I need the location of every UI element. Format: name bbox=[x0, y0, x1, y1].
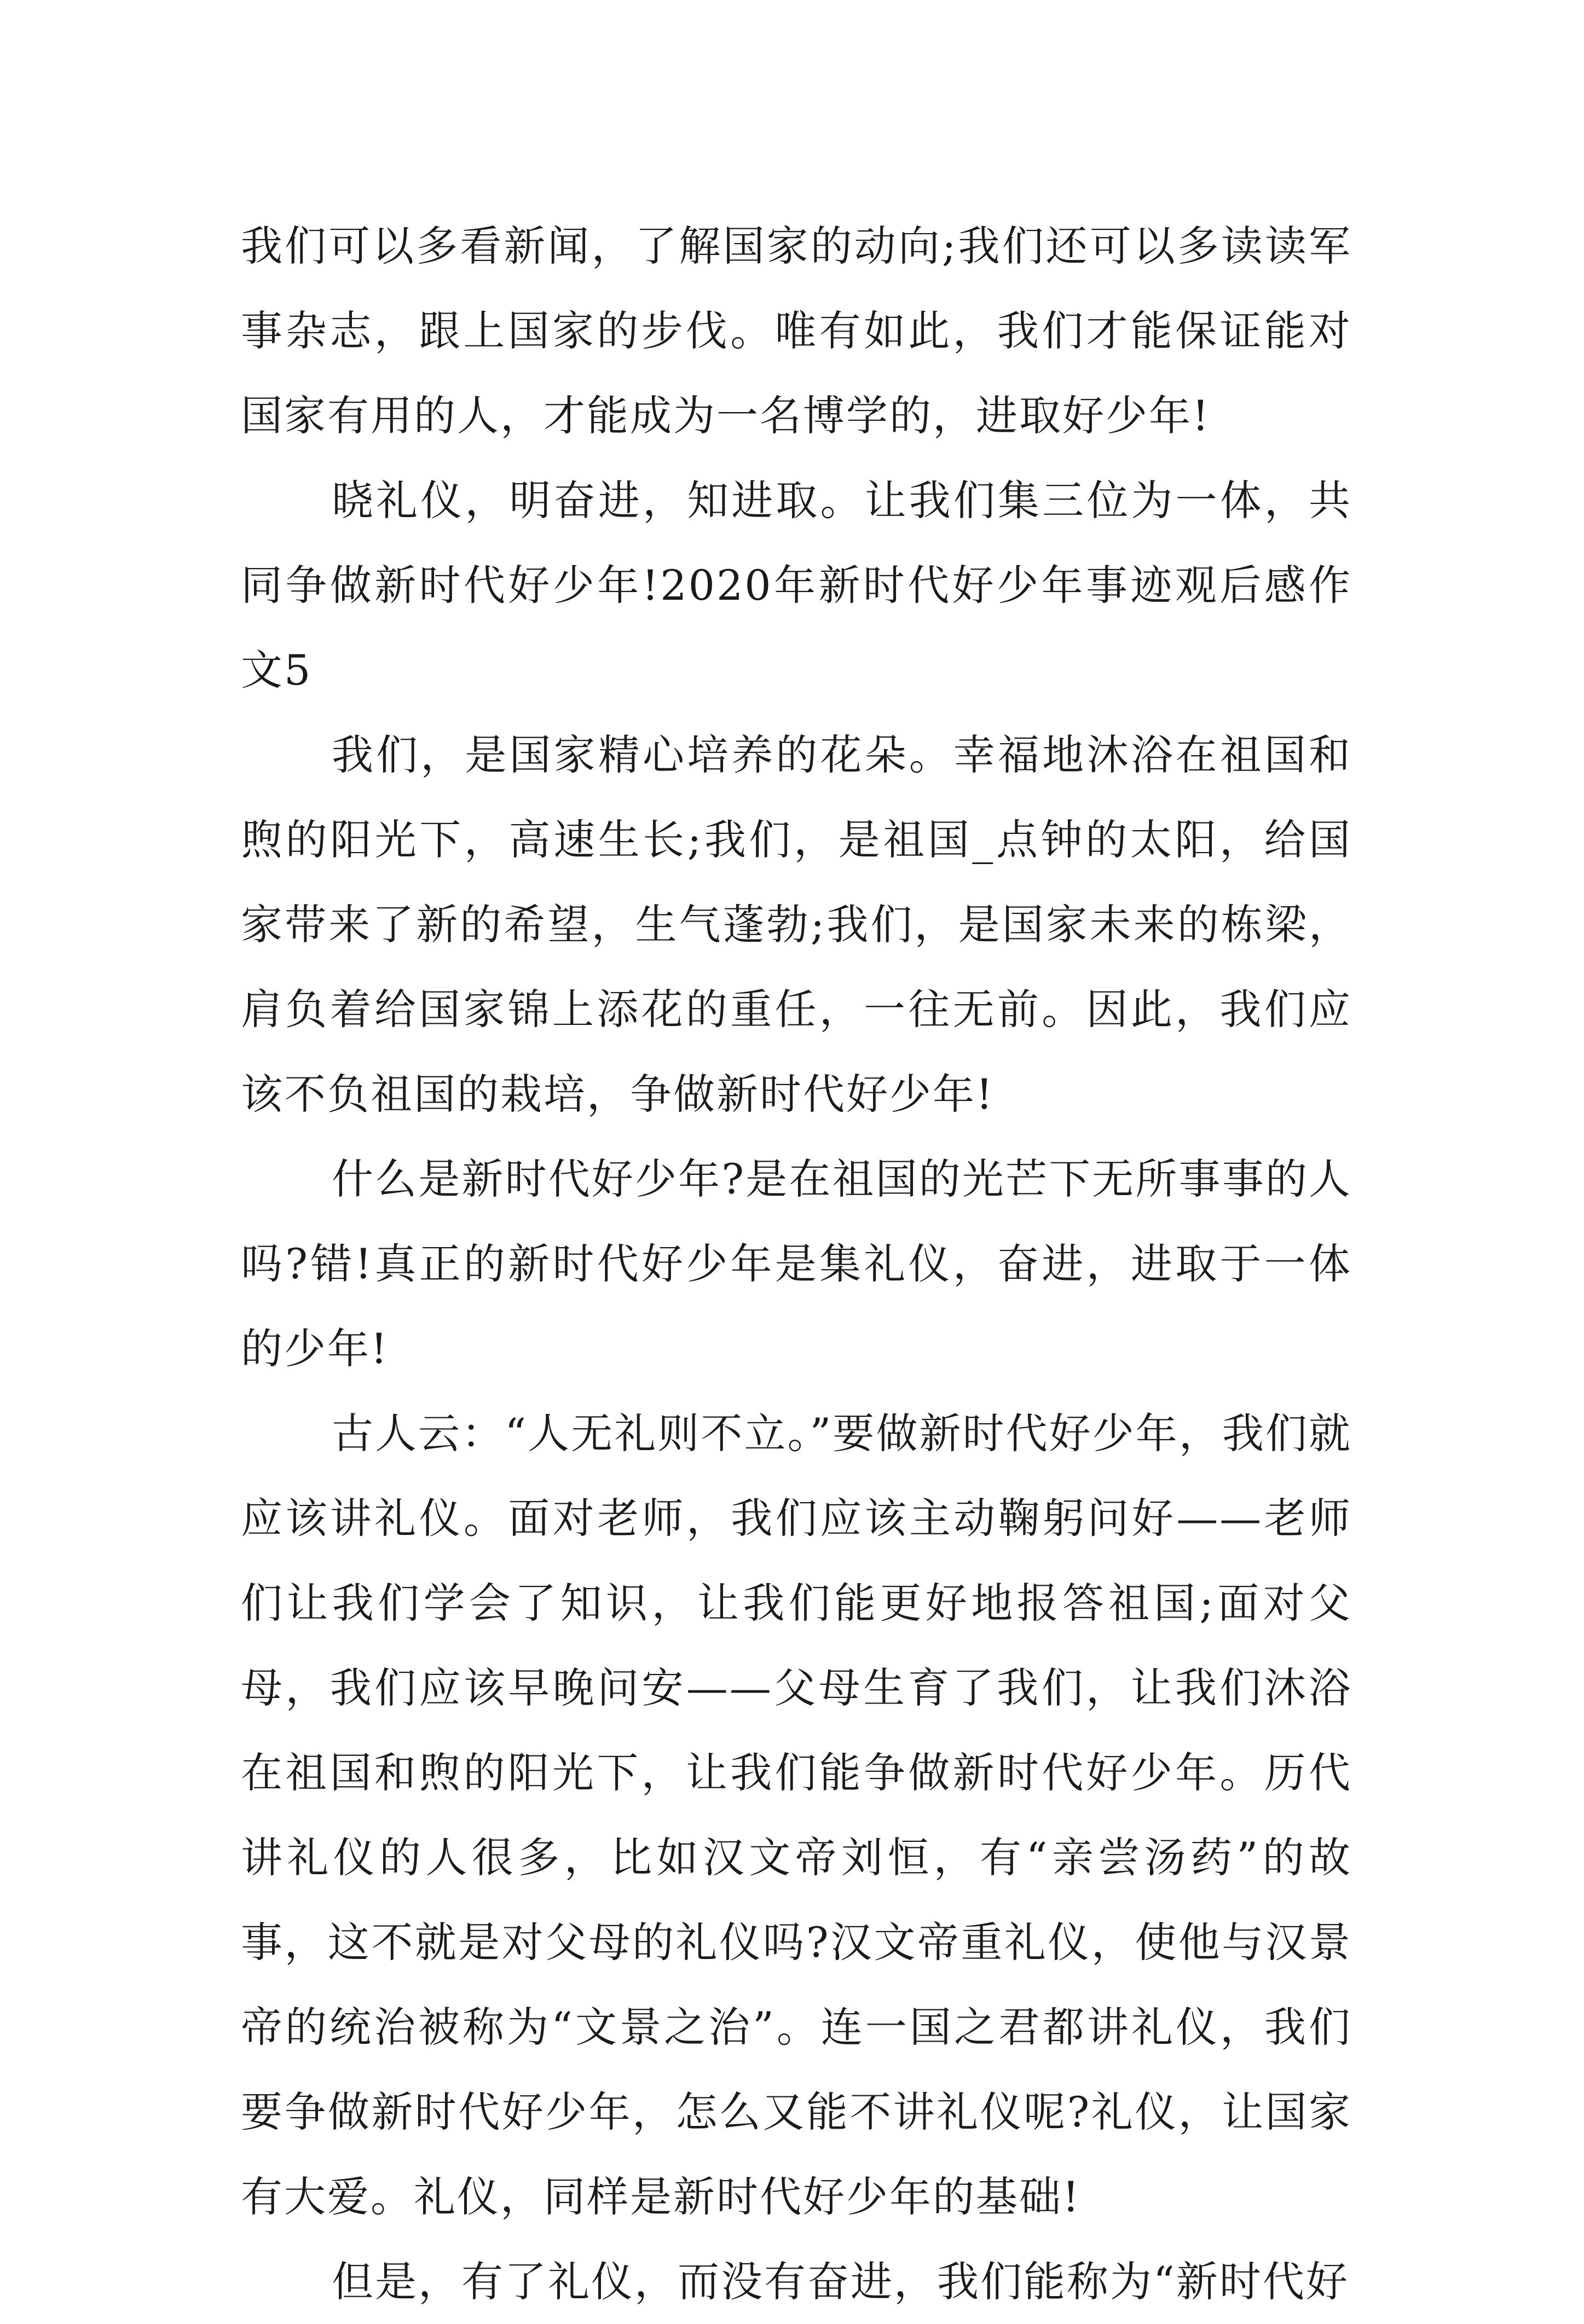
document-body bbox=[241, 204, 1352, 2324]
paragraph-1: 我们可以多看新闻，了解国家的动向;我们还可以多读读军事杂志，跟上国家的步伐。唯有如此，我们才能保证能对国家有用的人，才能成为一名博学的，进取好少年! bbox=[241, 222, 1352, 440]
paragraph-2: 晓礼仪，明奋进，知进取。让我们集三位为一体，共同争做新时代好少年!2020年新时代好少年事迹观后感作文5 bbox=[241, 476, 1352, 694]
paragraph-4: 什么是新时代好少年?是在祖国的光芒下无所事事的人吗?错!真正的新时代好少年是集礼仪，奋进，进取于一体的少年! bbox=[241, 1155, 1352, 1373]
paragraph-6: 但是，有了礼仪，而没有奋进，我们能称为“新时代好 bbox=[332, 2257, 1349, 2306]
paragraph-5: 古人云：“人无礼则不立。”要做新时代好少年，我们就应该讲礼仪。面对老师，我们应该主动鞠躬问好——老师们让我们学会了知识，让我们能更好地报答祖国;面对父母，我们应该早晚问安——父母生育了我们，让我们沐浴在祖国和煦的阳光下，让我们能争做新时代好少年。历代讲礼仪的人很多，比如汉文帝刘恒，有“亲尝汤药”的故事，这不就是对父母的礼仪吗?汉文帝重礼仪，使他与汉景帝的统治被称为“文景之治”。连一国之君都讲礼仪，我们要争做新时代好少年，怎么又能不讲礼仪呢?礼仪，让国家有大爱。礼仪，同样是新时代好少年的基础! bbox=[241, 1409, 1352, 2221]
paragraph-3: 我们，是国家精心培养的花朵。幸福地沐浴在祖国和煦的阳光下，高速生长;我们，是祖国_点钟的太阳，给国家带来了新的希望，生气蓬勃;我们，是国家未来的栋梁，肩负着给国家锦上添花的重任，一往无前。因此，我们应该不负祖国的栽培，争做新时代好少年! bbox=[241, 731, 1352, 1118]
